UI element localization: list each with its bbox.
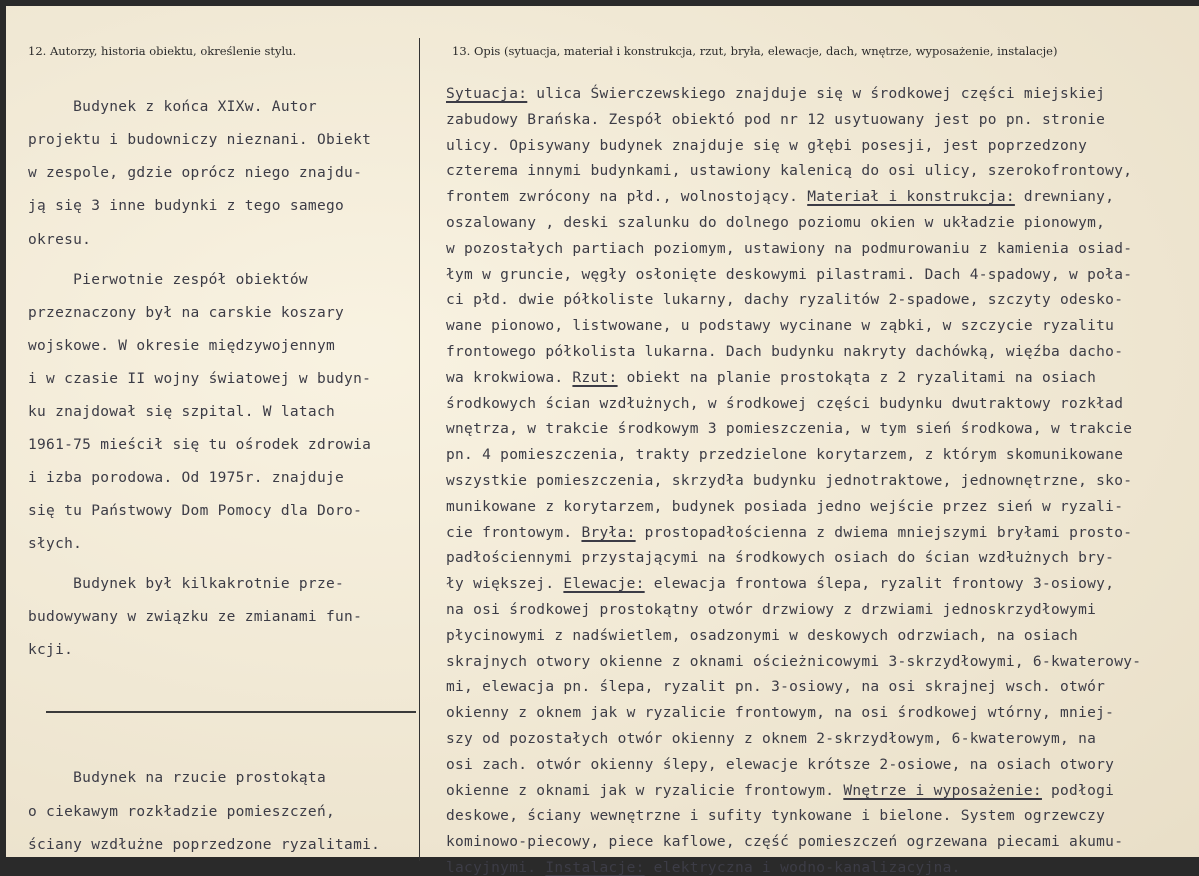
text-segment: czterema innymi budynkami, ustawiony kalenicą do osi ulicy, szerokofrontowy, <box>446 163 1133 180</box>
text-segment: pn. 4 pomieszczenia, trakty przedzielone korytarzem, z którym skomunikowane <box>446 447 1124 464</box>
text-segment: oszalowany , deski szalunku do dolnego poziomu okien w układzie pionowym, <box>446 215 1106 231</box>
text-segment: zabudowy Brańska. Zespół obiektó pod nr 12 usytuowany jest po pn. stronie <box>446 111 1106 128</box>
right-text-line <box>446 267 1132 283</box>
text-segment: obiekt na planie prostokąta z 2 ryzalitami na osiach <box>617 369 1097 386</box>
text-segment: cie frontowym. <box>446 524 582 541</box>
right-text-line <box>446 189 1114 205</box>
section-heading: Instalacje: <box>545 860 645 876</box>
text-segment: munikowane z korytarzem, budynek posiada jedno wejście przez sień w ryzali- <box>446 498 1124 515</box>
text-segment: okienny z oknem jak w ryzalicie frontowym, na osi środkowej wtórny, mniej- <box>446 705 1115 722</box>
right-text-line <box>446 292 1123 308</box>
left-text-line: przeznaczony był na carskie koszary <box>28 305 345 321</box>
left-text-line: Budynek z końca XIXw. Autor <box>28 99 317 115</box>
left-text-line: i izba porodowa. Od 1975r. znajduje <box>28 470 345 486</box>
section-heading: Bryła: <box>581 524 636 541</box>
left-text-line: ją się 3 inne budynki z tego samego <box>28 198 345 214</box>
right-text-line <box>446 241 1132 257</box>
header-authors-history: 12. Autorzy, historia obiektu, określenie stylu. <box>28 44 297 58</box>
text-segment: elewacja frontowa ślepa, ryzalit frontowy 3-osiowy, <box>644 576 1115 593</box>
right-text-line <box>446 705 1114 721</box>
text-segment: okienne z oknami jak w ryzalicie frontowym. <box>446 782 844 799</box>
text-segment: padłościennymi przystającymi na środkowych osiach do ścian wzdłużnych bry- <box>446 550 1115 567</box>
text-segment: frontowego półkolista lukarna. Dach budynku nakryty dachówką, więźba dacho- <box>446 344 1124 360</box>
text-segment: ulicy. Opisywany budynek znajduje się w głębi posesji, jest poprzedzony <box>446 137 1088 154</box>
text-segment: skrajnych otwory okienne z oknami ościeżnicowymi 3-skrzydłowymi, 6-kwaterowy- <box>446 653 1142 670</box>
left-text-line: w zespole, gdzie oprócz niego znajdu- <box>28 165 363 181</box>
text-segment: wa krokwiowa. <box>446 369 573 386</box>
header-description: 13. Opis (sytuacja, materiał i konstrukcja, rzut, bryła, elewacje, dach, wnętrze, wyposażenie, instalacje) <box>452 44 1058 58</box>
text-segment: deskowe, ściany wewnętrzne i sufity tynkowane i bielone. System ogrzewczy <box>446 808 1106 825</box>
right-text-line <box>446 344 1123 360</box>
right-text-line <box>446 602 1096 618</box>
left-text-line: budowywany w związku ze zmianami fun- <box>28 609 363 625</box>
text-segment: lacyjnymi. <box>446 860 546 876</box>
section-heading: Sytuacja: <box>446 86 528 102</box>
right-text-line <box>446 550 1114 566</box>
right-text-line <box>446 783 1114 799</box>
right-text-line <box>446 834 1123 850</box>
right-text-line <box>446 473 1132 489</box>
text-segment: środkowych ścian wzdłużnych, w środkowej części budynku dwutraktowy rozkład <box>446 395 1124 412</box>
right-text-line <box>446 628 1078 644</box>
text-segment: wane pionowo, listwowane, u podstawy wycinane w ząbki, w szczycie ryzalitu <box>446 318 1115 335</box>
right-text-line <box>446 396 1123 412</box>
right-text-line <box>446 447 1123 463</box>
left-text-line: ku znajdował się szpital. W latach <box>28 404 336 420</box>
section-heading: Wnętrze i wyposażenie: <box>843 782 1042 799</box>
left-text-line: kcji. <box>28 642 74 658</box>
text-segment: ci płd. dwie półkoliste lukarny, dachy ryzalitów 2-spadowe, szczyty odesko- <box>446 292 1124 309</box>
right-text-line <box>446 421 1132 437</box>
left-text-line: słych. <box>28 536 83 552</box>
text-segment: podłogi <box>1041 782 1115 799</box>
right-text-line <box>446 112 1105 128</box>
text-segment: osi zach. otwór okienny ślepy, elewacje krótsze 2-osiowe, na osiach otwory <box>446 756 1115 773</box>
left-text-line: wojskowe. W okresie międzywojennym <box>28 338 336 354</box>
text-segment: ulica Świerczewskiego znajduje się w środkowej części miejskiej <box>527 86 1106 102</box>
right-text-line <box>446 138 1087 154</box>
document-sheet <box>6 6 1199 876</box>
left-text-line: o ciekawym rozkładzie pomieszczeń, <box>28 804 336 820</box>
text-segment: na osi środkowej prostokątny otwór drzwiowy z drzwiami jednoskrzydłowymi <box>446 602 1097 618</box>
text-segment: szy od pozostałych otwór okienny z oknem 2-skrzydłowym, 6-kwaterowym, na <box>446 731 1097 747</box>
right-text-line <box>446 370 1096 386</box>
text-segment: mi, elewacja pn. ślepa, ryzalit pn. 3-osiowy, na osi skrajnej wsch. otwór <box>446 679 1106 696</box>
right-text-line <box>446 163 1132 179</box>
text-segment: wszystkie pomieszczenia, skrzydła budynku jednotraktowe, jednownętrzne, sko- <box>446 473 1133 489</box>
right-text-line <box>446 731 1096 747</box>
text-segment: frontem zwrócony na płd., wolnostojący. <box>446 189 808 206</box>
left-text-line: okresu. <box>28 232 92 248</box>
text-segment: elektryczna i wodno-kanalizacyjna. <box>644 860 961 876</box>
text-segment: wnętrza, w trakcie środkowym 3 pomieszczenia, w tym sień środkowa, w trakcie <box>446 421 1133 438</box>
right-text-line <box>446 654 1141 670</box>
left-text-line: Budynek był kilkakrotnie prze- <box>28 576 345 592</box>
right-text-line <box>446 576 1114 592</box>
column-divider <box>419 38 420 861</box>
section-heading: Rzut: <box>572 369 618 386</box>
right-text-line <box>446 860 961 876</box>
left-text-line: Pierwotnie zespół obiektów <box>28 272 308 288</box>
text-segment: ły większej. <box>446 576 564 593</box>
right-text-line <box>446 525 1132 541</box>
left-text-line: i w czasie II wojny światowej w budyn- <box>28 371 372 387</box>
right-text-line <box>446 757 1114 773</box>
left-text-line: się tu Państwowy Dom Pomocy dla Doro- <box>28 503 363 519</box>
right-text-line <box>446 679 1105 695</box>
text-segment: drewniany, <box>1014 189 1115 206</box>
text-segment: kominowo-piecowy, piece kaflowe, część pomieszczeń ogrzewana piecami akumu- <box>446 834 1124 851</box>
text-segment: płycinowymi z nadświetlem, osadzonymi w deskowych odrzwiach, na osiach <box>446 627 1079 644</box>
left-text-line: ściany wzdłużne poprzedzone ryzalitami. <box>28 837 381 853</box>
text-segment: w pozostałych partiach poziomym, ustawiony na podmurowaniu z kamienia osiad- <box>446 240 1133 257</box>
right-text-line <box>446 808 1105 824</box>
right-text-line <box>446 318 1114 334</box>
left-text-line: Budynek na rzucie prostokąta <box>28 770 326 786</box>
right-text-line <box>446 86 1105 102</box>
section-separator-line <box>46 711 416 713</box>
section-heading: Elewacje: <box>563 576 645 593</box>
right-text-line <box>446 499 1123 515</box>
right-text-line <box>446 215 1105 231</box>
left-text-line: projektu i budowniczy nieznani. Obiekt <box>28 132 372 148</box>
text-segment: łym w gruncie, węgły osłonięte deskowymi pilastrami. Dach 4-spadowy, w poła- <box>446 266 1133 283</box>
left-text-line: 1961-75 mieścił się tu ośrodek zdrowia <box>28 437 372 453</box>
section-heading: Materiał i konstrukcja: <box>807 189 1015 206</box>
text-segment: prostopadłościenna z dwiema mniejszymi bryłami prosto- <box>635 524 1133 541</box>
